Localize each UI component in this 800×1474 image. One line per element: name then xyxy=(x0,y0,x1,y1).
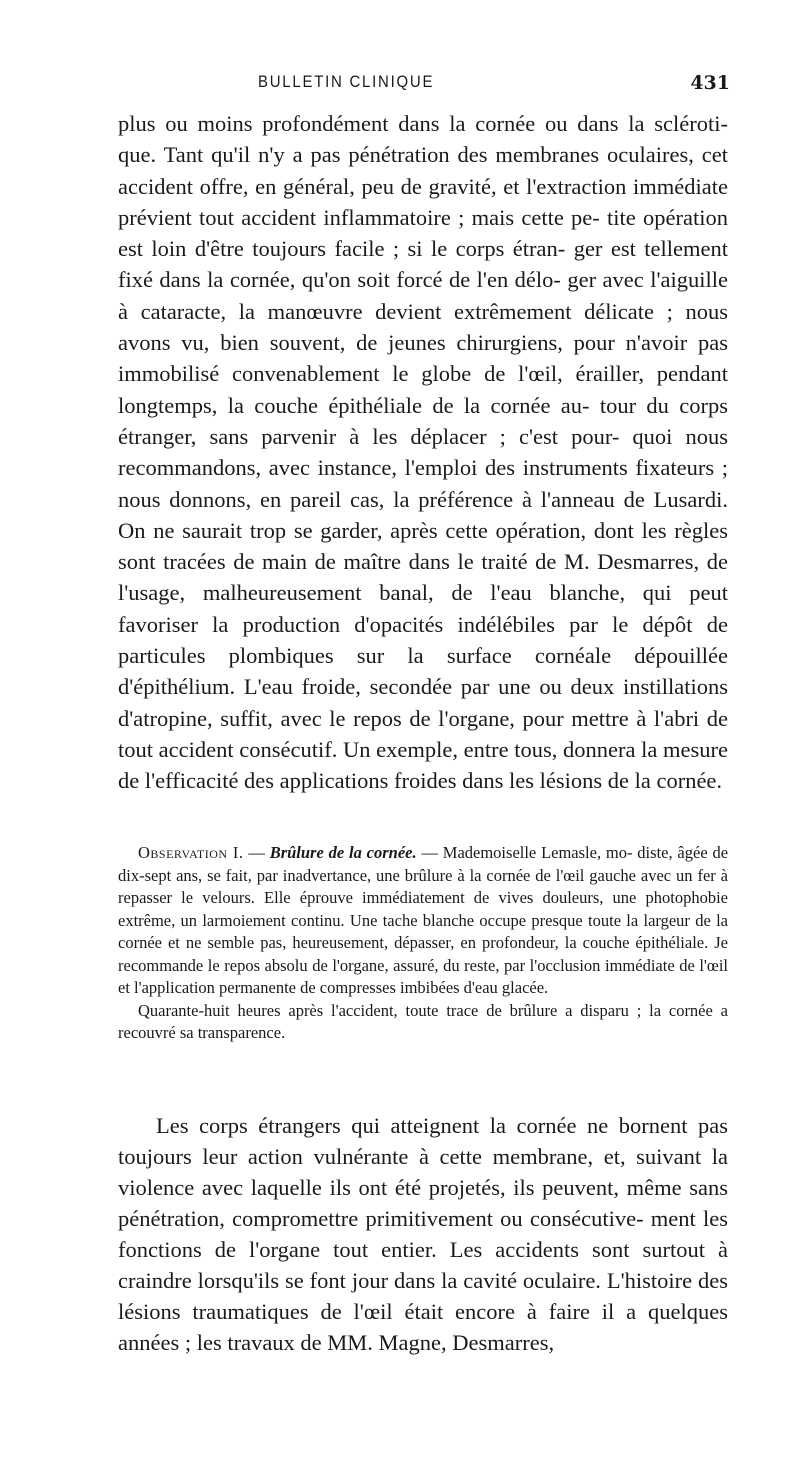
page-header xyxy=(118,72,730,102)
dash: — xyxy=(243,843,270,862)
paragraph: Les corps étrangers qui atteignent la cornée ne bornent pas toujours leur action vulnérante à cette membrane, et, suivant la violence avec laquelle ils ont été projetés, ils peuvent, même sans pénétration, compromettre primitivement ou consécutive- ment les fonctions de l'organe tout entier. Les accidents sont surtout à craindre lorsqu'ils se font jour dans la cavité oculaire. L'histoire des lésions traumatiques de l'œil était encore à faire il a quelques années ; les travaux de MM. Magne, Desmarres, xyxy=(118,1113,728,1355)
paragraph-continued: plus ou moins profondément dans la cornée ou dans la scléroti- que. Tant qu'il n'y a pas pénétration des membranes oculaires, cet accident offre, en général, peu de gravité, et l'extraction immédiate prévient tout accident inflammatoire ; mais cette pe- tite opération est loin d'être toujours facile ; si le corps étran- ger est tellement fixé dans la cornée, qu'on soit forcé de l'en délo- ger avec l'aiguille à cataracte, la manœuvre devient extrêmement délicate ; nous avons vu, bien souvent, de jeunes chirurgiens, pour n'avoir pas immobilisé convenablement le globe de l'œil, érailler, pendant longtemps, la couche épithéliale de la cornée au- tour du corps étranger, sans parvenir à les déplacer ; c'est pour- quoi nous recommandons, avec instance, l'emploi des instruments fixateurs ; nous donnons, en pareil cas, la préférence à l'anneau de Lusardi. On ne saurait trop se garder, après cette opération, dont les règles sont tracées de main de maître dans le traité de M. Desmarres, de l'usage, malheureusement banal, de l'eau blanche, qui peut favoriser la production d'opacités indélébiles par le dépôt de particules plombiques sur la surface cornéale dépouillée d'épithélium. L'eau froide, secondée par une ou deux instillations d'atropine, suffit, avec le repos de l'organe, pour mettre à l'abri de tout accident consécutif. Un exemple, entre tous, donnera la mesure de l'efficacité des applications froides dans les lésions de la cornée. xyxy=(118,111,728,794)
dash: — xyxy=(416,843,443,862)
observation-outcome: Quarante-huit heures après l'accident, toute trace de brûlure a disparu ; la cornée a recouvré sa transparence. xyxy=(118,1000,728,1042)
observation-label: Observation I. xyxy=(138,843,244,862)
second-text-block xyxy=(118,1110,728,1358)
main-text-block xyxy=(118,108,728,797)
running-head: BULLETIN CLINIQUE xyxy=(258,72,435,91)
page-number: 431 xyxy=(690,72,730,94)
observation-block xyxy=(118,842,728,1045)
observation-paragraph xyxy=(118,842,728,1000)
observation-title: Brûlure de la cornée. xyxy=(269,843,417,862)
observation-text: Mademoiselle Lemasle, mo- diste, âgée de dix-sept ans, se fait, par inadvertance, une brûlure à la cornée de l'œil gauche avec un fer à repasser le velours. Elle éprouve immédiatement de vives douleurs, une photophobie extrême, un larmoiement continu. Une tache blanche occupe presque toute la largeur de la cornée et ne semble pas, heureusement, dépasser, en profondeur, la couche épithéliale. Je recommande le repos absolu de l'organe, assuré, du reste, par l'occlusion immédiate de l'œil et l'application permanente de compresses imbibées d'eau glacée. xyxy=(118,843,729,997)
